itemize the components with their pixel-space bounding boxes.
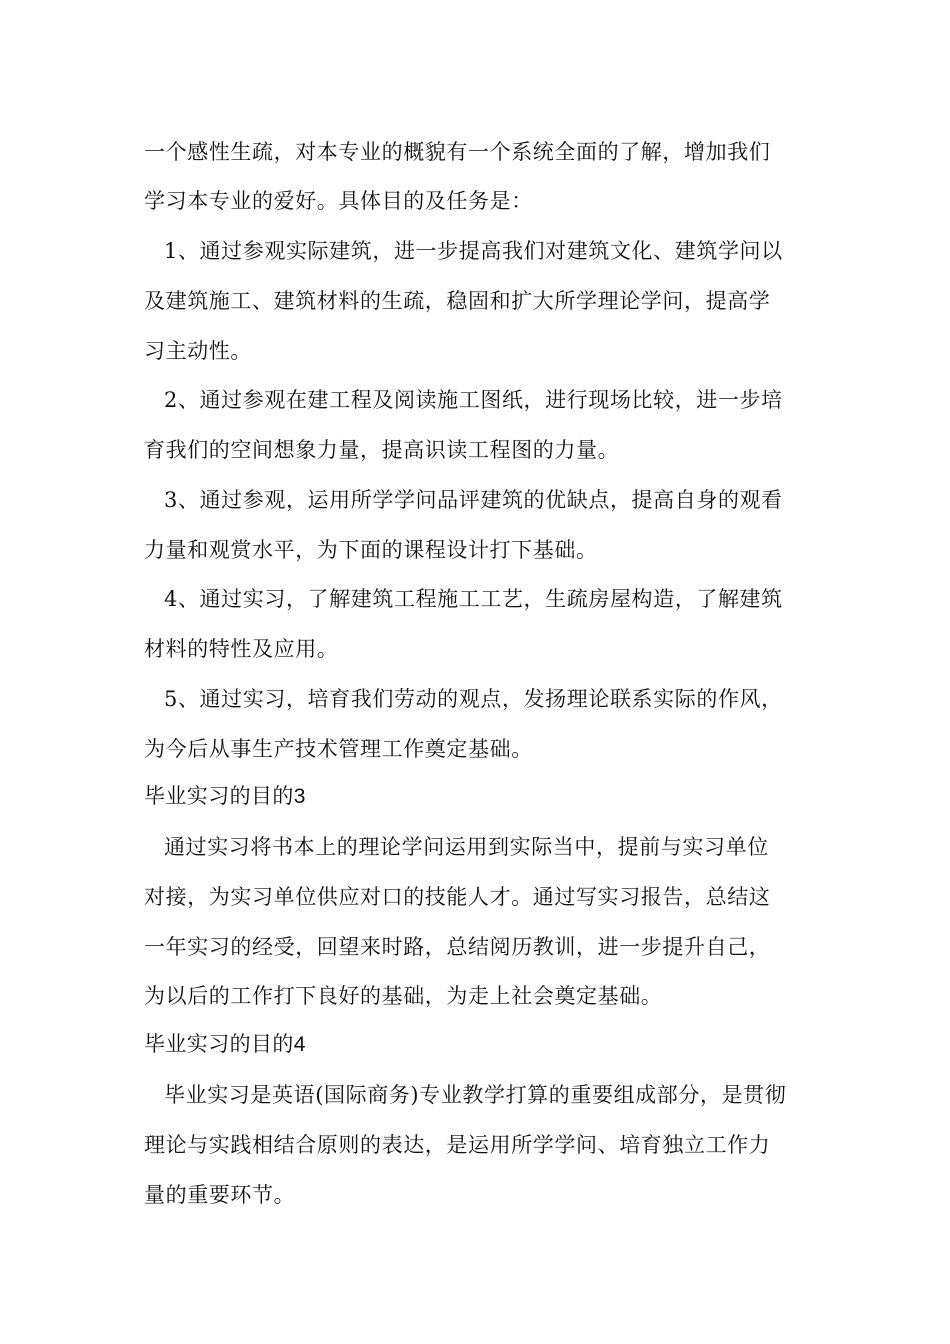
list-item-2-line: 育我们的空间想象力量，提高识读工程图的力量。 <box>144 438 620 462</box>
paragraph-4-line: 量的重要环节。 <box>144 1183 296 1207</box>
body-text-line: 一个感性生疏，对本专业的概貌有一个系统全面的了解，增加我们 <box>144 140 771 164</box>
list-item-2-line: 2、通过参观在建工程及阅读施工图纸，进行现场比较，进一步培 <box>164 388 783 412</box>
paragraph-3-line: 为以后的工作打下良好的基础，为走上社会奠定基础。 <box>144 984 663 1008</box>
paragraph-4-line: 毕业实习是英语(国际商务)专业教学打算的重要组成部分，是贯彻 <box>164 1083 787 1107</box>
list-item-1-line: 及建筑施工、建筑材料的生疏，稳固和扩大所学理论学问，提高学 <box>144 289 771 313</box>
section-heading-3: 毕业实习的目的3 <box>144 785 306 808</box>
list-item-1-line: 1、通过参观实际建筑，进一步提高我们对建筑文化、建筑学问以 <box>164 239 783 263</box>
paragraph-3-line: 通过实习将书本上的理论学问运用到实际当中，提前与实习单位 <box>164 835 769 859</box>
list-item-4-line: 材料的特性及应用。 <box>144 637 339 661</box>
paragraph-3-line: 一年实习的经受，回望来时路，总结阅历教训，进一步提升自己， <box>144 935 771 959</box>
paragraph-4-line: 理论与实践相结合原则的表达，是运用所学学问、培育独立工作力 <box>144 1133 771 1157</box>
list-item-3-line: 力量和观赏水平，为下面的课程设计打下基础。 <box>144 538 598 562</box>
list-item-5-line: 为今后从事生产技术管理工作奠定基础。 <box>144 737 533 761</box>
section-heading-4: 毕业实习的目的4 <box>144 1033 306 1056</box>
list-item-5-line: 5、通过实习，培育我们劳动的观点，发扬理论联系实际的作风， <box>164 687 783 711</box>
list-item-3-line: 3、通过参观，运用所学学问品评建筑的优缺点，提高自身的观看 <box>164 488 783 512</box>
list-item-4-line: 4、通过实习，了解建筑工程施工工艺，生疏房屋构造，了解建筑 <box>164 587 783 611</box>
paragraph-3-line: 对接，为实习单位供应对口的技能人才。通过写实习报告，总结这 <box>144 885 771 909</box>
list-item-1-line: 习主动性。 <box>144 339 252 363</box>
body-text-line: 学习本专业的爱好。具体目的及任务是： <box>144 189 533 213</box>
